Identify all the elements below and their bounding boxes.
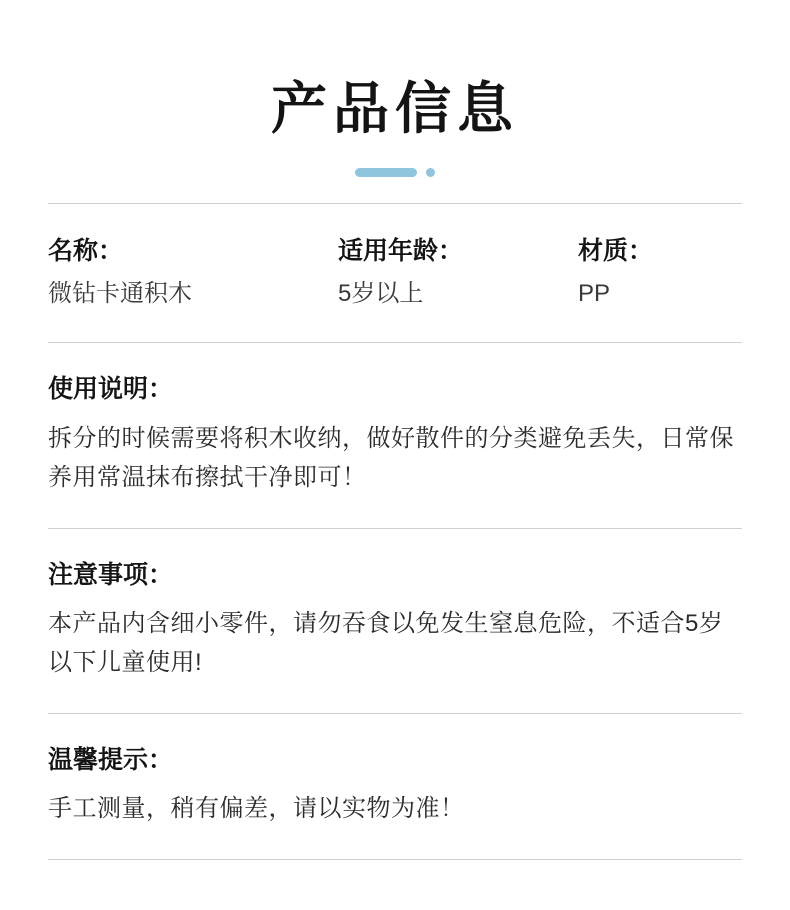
spec-item-material bbox=[578, 236, 742, 309]
section-cautions bbox=[48, 529, 742, 713]
decoration-dot-icon bbox=[426, 168, 435, 177]
spec-value: 微钻卡通积木 bbox=[48, 279, 192, 307]
section-title: 温馨提示： bbox=[48, 745, 174, 774]
decoration-bar-icon bbox=[355, 168, 417, 177]
divider-bottom bbox=[48, 859, 742, 860]
spec-label: 材质： bbox=[578, 236, 654, 265]
section-body: 手工测量，稍有偏差，请以实物为准！ bbox=[48, 795, 465, 823]
spec-label: 适用年龄： bbox=[338, 236, 464, 265]
spec-row bbox=[48, 204, 742, 343]
section-title: 使用说明： bbox=[48, 375, 174, 404]
section-body: 拆分的时候需要将积木收纳，做好散件的分类避免丢失，日常保养用常温抹布擦拭干净即可！ bbox=[48, 424, 734, 491]
spec-item-name bbox=[48, 236, 338, 309]
title-decoration bbox=[48, 168, 742, 177]
section-body: 本产品内含细小零件，请勿吞食以免发生窒息危险，不适合5岁以下儿童使用! bbox=[48, 610, 724, 677]
section-usage bbox=[48, 343, 742, 527]
section-tips bbox=[48, 714, 742, 859]
section-title: 注意事项： bbox=[48, 560, 174, 589]
spec-item-age bbox=[338, 236, 578, 309]
spec-value: PP bbox=[578, 279, 611, 307]
spec-label: 名称： bbox=[48, 236, 124, 265]
page-title: 产品信息 bbox=[271, 77, 519, 140]
spec-value: 5岁以上 bbox=[338, 279, 424, 307]
